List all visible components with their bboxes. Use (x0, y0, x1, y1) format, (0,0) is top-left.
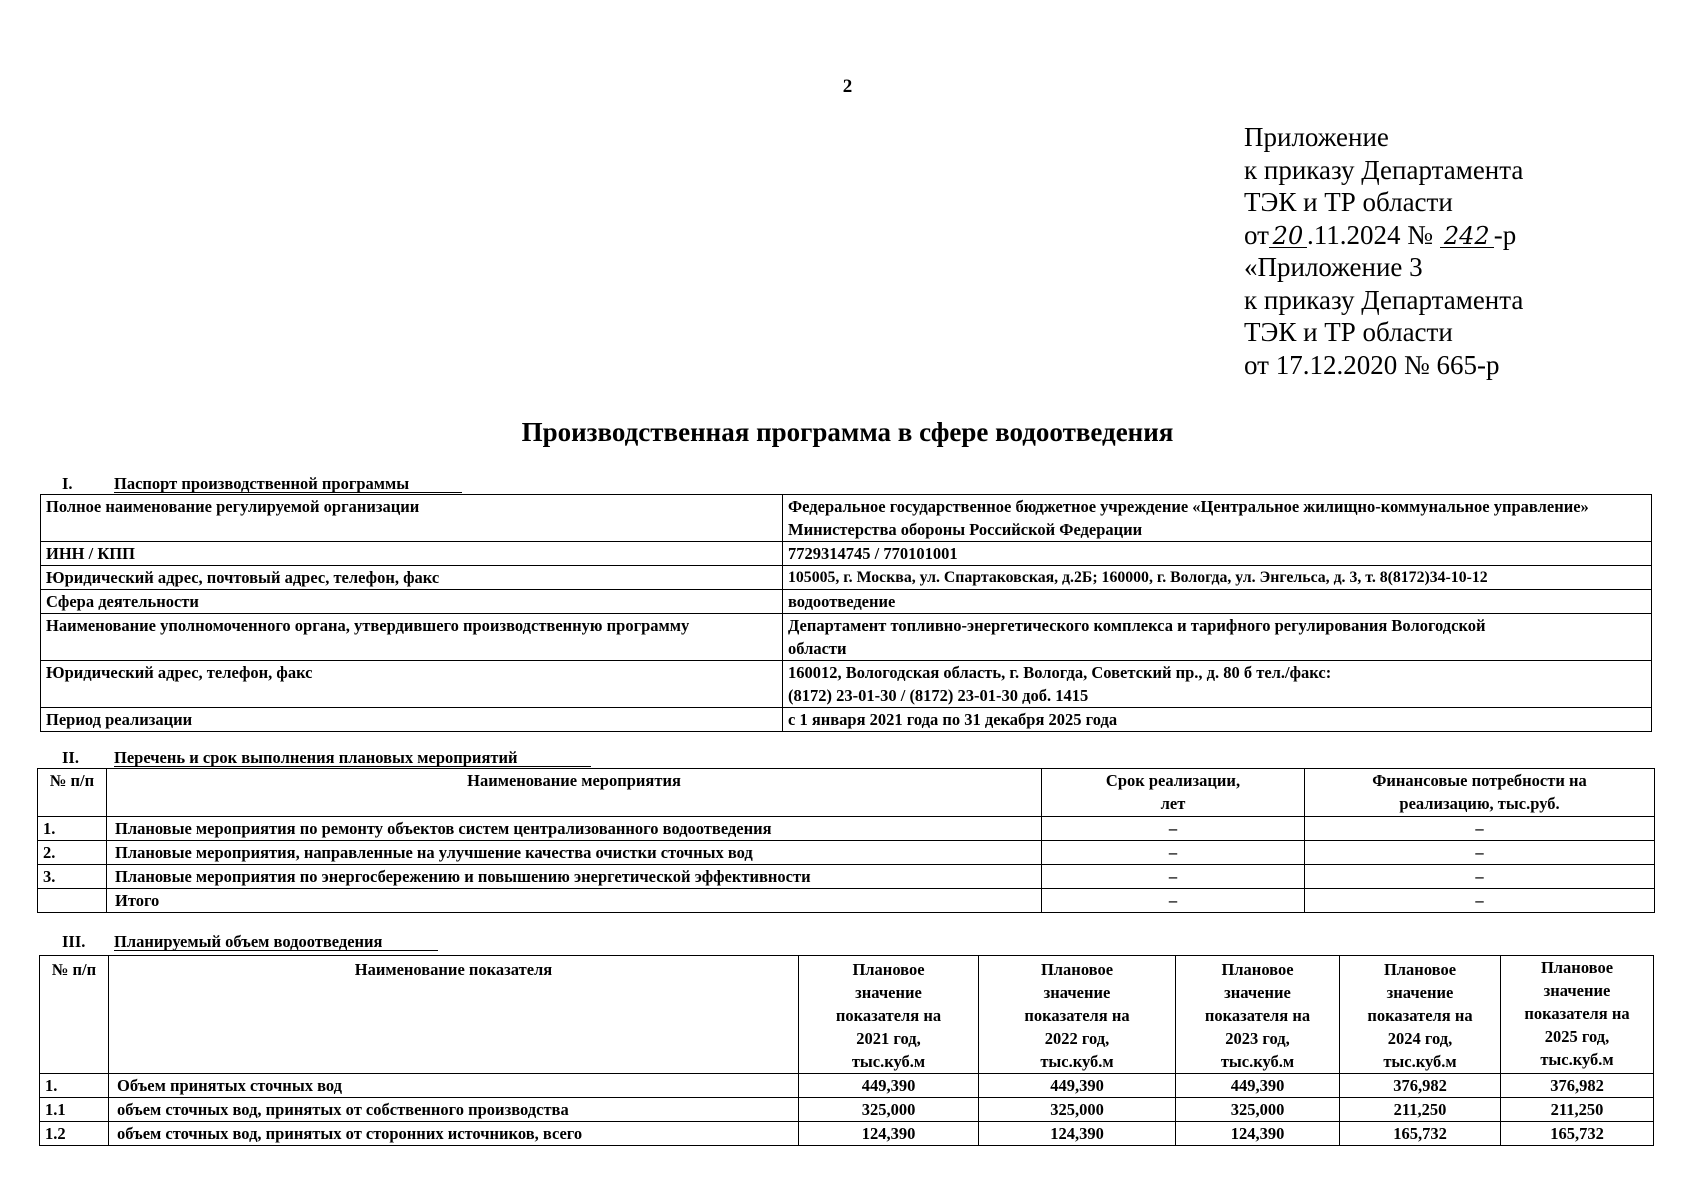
order-suffix: -р (1493, 219, 1517, 250)
appendix-line: к приказу Департамента (1244, 284, 1524, 315)
row-num: 1.1 (40, 1098, 109, 1122)
passport-value: 105005, г. Москва, ул. Спартаковская, д.2Б; 160000, г. Вологда, ул. Энгельса, д. 3, т. 8(8172)34-10-12 (783, 566, 1652, 590)
passport-label: Наименование уполномоченного органа, утвердившего производственную программу (41, 614, 783, 661)
table-row (38, 841, 1655, 865)
column-header-2023: Плановое значение показателя на 2023 год, тыс.куб.м (1176, 956, 1340, 1074)
cell-2021: 124,390 (799, 1122, 979, 1146)
appendix-header (1244, 121, 1523, 381)
passport-label: Сфера деятельности (41, 590, 783, 614)
row-num: 1. (40, 1074, 109, 1098)
row-finance: – (1305, 865, 1655, 889)
table-header-row (40, 956, 1654, 1074)
passport-label: ИНН / КПП (41, 542, 783, 566)
appendix-line: от 17.12.2020 № 665-р (1244, 349, 1500, 380)
table-row (41, 614, 1652, 661)
measures-table (37, 768, 1655, 913)
column-header-2024: Плановое значение показателя на 2024 год, тыс.куб.м (1340, 956, 1501, 1074)
section-2-title (62, 748, 518, 768)
table-row (41, 495, 1652, 542)
column-header-2022: Плановое значение показателя на 2022 год, тыс.куб.м (979, 956, 1176, 1074)
passport-label: Полное наименование регулируемой организации (41, 495, 783, 542)
table-row (38, 865, 1655, 889)
table-row (38, 817, 1655, 841)
row-finance: – (1305, 889, 1655, 913)
row-term: – (1042, 841, 1305, 865)
row-num: 1.2 (40, 1122, 109, 1146)
appendix-line: ТЭК и ТР области (1244, 187, 1453, 217)
appendix-line: ТЭК и ТР области (1244, 317, 1453, 347)
appendix-line: «Приложение 3 (1244, 252, 1423, 282)
row-name: Объем принятых сточных вод (109, 1074, 799, 1098)
row-term: – (1042, 889, 1305, 913)
column-header-num: № п/п (38, 769, 107, 817)
cell-2023: 449,390 (1176, 1074, 1340, 1098)
passport-value: 160012, Вологодская область, г. Вологда, Советский пр., д. 80 б тел./факс: (8172) 23-01-30 / (8172) 23-01-30 доб. 1415 (783, 661, 1652, 708)
section-title-text: Перечень и срок выполнения плановых мероприятий (114, 748, 518, 767)
table-row (40, 1122, 1654, 1146)
column-header-2021: Плановое значение показателя на 2021 год, тыс.куб.м (799, 956, 979, 1074)
column-header-name: Наименование показателя (109, 956, 799, 1074)
row-num: 3. (38, 865, 107, 889)
section-number: III. (62, 932, 86, 951)
table-row (40, 1098, 1654, 1122)
row-name: Плановые мероприятия по энергосбережению и повышению энергетической эффективности (107, 865, 1042, 889)
handwritten-order-number: 242 (1440, 225, 1494, 248)
row-num (38, 889, 107, 913)
row-term: – (1042, 865, 1305, 889)
cell-2024: 211,250 (1340, 1098, 1501, 1122)
row-name: Плановые мероприятия, направленные на улучшение качества очистки сточных вод (107, 841, 1042, 865)
document-title: Производственная программа в сфере водоотведения (521, 417, 1174, 447)
row-finance: – (1305, 841, 1655, 865)
cell-2024: 165,732 (1340, 1122, 1501, 1146)
cell-2024: 376,982 (1340, 1074, 1501, 1098)
row-num: 2. (38, 841, 107, 865)
table-row (41, 590, 1652, 614)
passport-label: Юридический адрес, телефон, факс (41, 661, 783, 708)
row-name: Итого (107, 889, 1042, 913)
section-number: II. (62, 748, 79, 767)
row-name: Плановые мероприятия по ремонту объектов систем централизованного водоотведения (107, 817, 1042, 841)
row-name: объем сточных вод, принятых от собственного производства (109, 1098, 799, 1122)
page-number: 2 (842, 76, 853, 97)
section-2-underline (114, 766, 591, 767)
section-3-underline (114, 950, 438, 951)
date-prefix: от (1244, 219, 1269, 250)
cell-2022: 449,390 (979, 1074, 1176, 1098)
table-row (41, 542, 1652, 566)
cell-2025: 165,732 (1501, 1122, 1654, 1146)
passport-label: Период реализации (41, 708, 783, 732)
row-name: объем сточных вод, принятых от сторонних источников, всего (109, 1122, 799, 1146)
table-row (41, 566, 1652, 590)
table-row (41, 708, 1652, 732)
cell-2022: 124,390 (979, 1122, 1176, 1146)
passport-label: Юридический адрес, почтовый адрес, телефон, факс (41, 566, 783, 590)
row-finance: – (1305, 817, 1655, 841)
table-row (40, 1074, 1654, 1098)
volume-table (39, 955, 1654, 1146)
table-row (41, 661, 1652, 708)
cell-2021: 325,000 (799, 1098, 979, 1122)
column-header-num: № п/п (40, 956, 109, 1074)
appendix-line: Приложение (1244, 122, 1389, 152)
section-title-text: Паспорт производственной программы (114, 474, 410, 493)
section-number: I. (62, 474, 73, 493)
cell-2023: 124,390 (1176, 1122, 1340, 1146)
passport-value: 7729314745 / 770101001 (783, 542, 1652, 566)
section-title-text: Планируемый объем водоотведения (114, 932, 383, 951)
passport-table (40, 494, 1652, 732)
section-1-underline (114, 492, 462, 493)
appendix-date-line (1244, 219, 1523, 252)
row-term: – (1042, 817, 1305, 841)
column-header-finance: Финансовые потребности на реализацию, тыс.руб. (1305, 769, 1655, 817)
row-num: 1. (38, 817, 107, 841)
passport-value: Федеральное государственное бюджетное учреждение «Центральное жилищно-коммунальное управление» Министерства обороны Российской Федерации (783, 495, 1652, 542)
passport-value: водоотведение (783, 590, 1652, 614)
passport-value: с 1 января 2021 года по 31 декабря 2025 года (783, 708, 1652, 732)
date-rest: .11.2024 № (1306, 219, 1433, 250)
passport-value: Департамент топливно-энергетического комплекса и тарифного регулирования Вологодской области (783, 614, 1652, 661)
section-1-title (62, 474, 409, 494)
table-row (38, 889, 1655, 913)
handwritten-day: 20 (1269, 225, 1307, 248)
table-header-row (38, 769, 1655, 817)
column-header-name: Наименование мероприятия (107, 769, 1042, 817)
cell-2023: 325,000 (1176, 1098, 1340, 1122)
column-header-2025: Плановое значение показателя на 2025 год, тыс.куб.м (1501, 956, 1654, 1074)
appendix-line: к приказу Департамента (1244, 154, 1524, 185)
cell-2025: 211,250 (1501, 1098, 1654, 1122)
cell-2022: 325,000 (979, 1098, 1176, 1122)
section-3-title (62, 932, 382, 952)
column-header-term: Срок реализации, лет (1042, 769, 1305, 817)
cell-2025: 376,982 (1501, 1074, 1654, 1098)
cell-2021: 449,390 (799, 1074, 979, 1098)
